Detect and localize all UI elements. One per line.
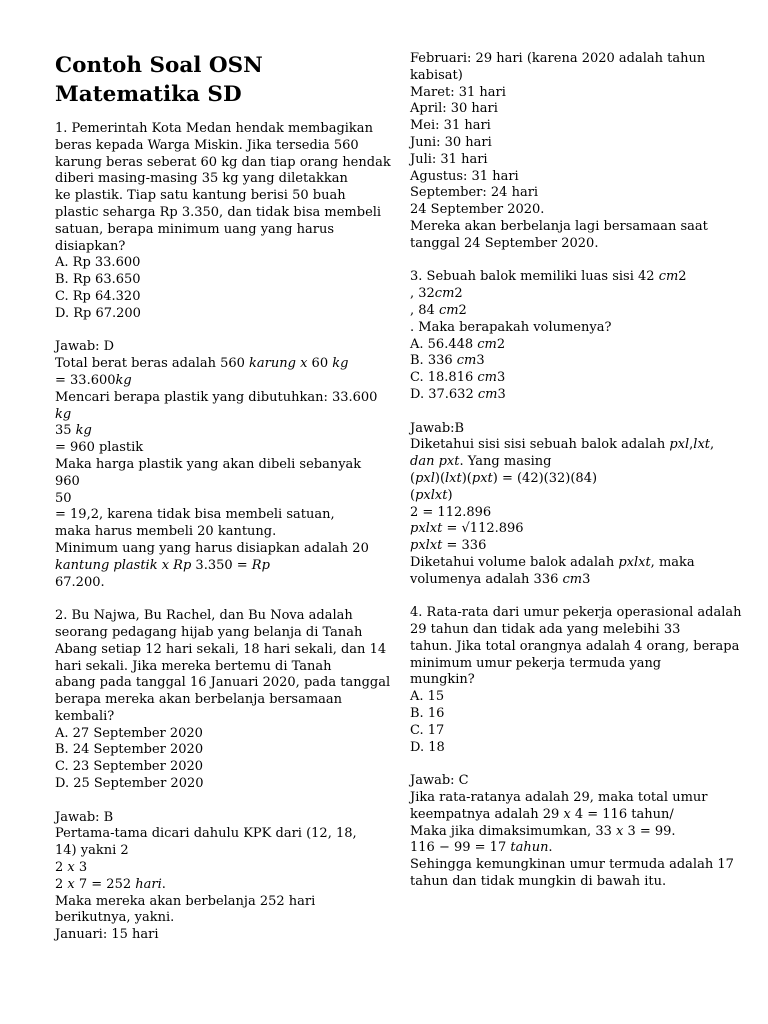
right-text-line: Diketahui volume balok adalah 𝑝𝑥𝑙𝑥𝑡, maka	[410, 554, 695, 570]
left-text-line: Minimum uang yang harus disiapkan adalah 20	[55, 540, 369, 556]
left-text-line: Total berat beras adalah 560 𝑘𝑎𝑟𝑢𝑛𝑔 𝑥 60 𝑘𝑔	[55, 356, 349, 372]
right-text-line: (𝑝𝑥𝑙)(𝑙𝑥𝑡)(𝑝𝑥𝑡) = (42)(32)(84)	[410, 470, 598, 486]
left-text-line: 14) yakni 2	[55, 843, 129, 859]
left-text-line: satuan, berapa minimum uang yang harus	[55, 221, 335, 237]
right-text-line: (𝑝𝑥𝑙𝑥𝑡)	[410, 487, 453, 503]
left-text-line: 67.200.	[55, 574, 105, 590]
left-text-line: 50	[55, 490, 72, 506]
right-text-line: minimum umur pekerja termuda yang	[410, 655, 662, 671]
left-text-line: = 33.600𝑘𝑔	[55, 372, 132, 388]
right-column-top-margin	[410, 0, 722, 51]
left-text-line: 2 𝑥 7 = 252 ℎ𝑎𝑟𝑖.	[55, 876, 166, 892]
right-text-line: mungkin?	[410, 672, 475, 688]
left-text-line: 960	[55, 473, 80, 489]
left-text-line: beras kepada Warga Miskin. Jika tersedia 560	[55, 137, 359, 153]
left-text-line: Maka harga plastik yang akan dibeli sebanyak	[55, 456, 362, 472]
right-blank-line	[410, 404, 722, 421]
left-text-line: kembali?	[55, 708, 115, 724]
right-text-line: Jika rata-ratanya adalah 29, maka total umur	[410, 790, 708, 806]
right-text-line: tahun dan tidak mungkin di bawah itu.	[410, 874, 667, 890]
right-text-line: 29 tahun dan tidak ada yang melebihi 33	[410, 622, 681, 638]
right-column	[410, 0, 742, 891]
left-text-line: D. 25 September 2020	[55, 776, 204, 792]
right-text-line: Maret: 31 hari	[410, 84, 506, 100]
left-text-line: B. 24 September 2020	[55, 742, 204, 758]
right-text-line: 116 − 99 = 17 𝑡𝑎ℎ𝑢𝑛.	[410, 840, 553, 856]
right-text-line: 𝑑𝑎𝑛 𝑝𝑥𝑡. Yang masing	[410, 454, 552, 470]
left-text-body	[55, 121, 391, 944]
right-text-line: C. 17	[410, 722, 445, 738]
left-blank-line	[55, 591, 375, 608]
right-text-line: B. 16	[410, 706, 445, 722]
right-text-line: D. 37.632 𝑐𝑚3	[410, 386, 506, 402]
left-blank-line	[55, 323, 375, 340]
left-text-line: Mencari berapa plastik yang dibutuhkan: 33.600	[55, 389, 378, 405]
left-text-line: maka harus membeli 20 kantung.	[55, 524, 277, 540]
right-blank-line	[410, 756, 722, 773]
right-text-line: keempatnya adalah 29 𝑥 4 = 116 tahun/	[410, 806, 674, 822]
right-text-line: A. 56.448 𝑐𝑚2	[410, 336, 506, 352]
left-text-line: = 19,2, karena tidak bisa membeli satuan,	[55, 507, 335, 523]
title-spacer	[55, 109, 375, 121]
right-text-line: volumenya adalah 336 𝑐𝑚3	[410, 571, 591, 587]
right-text-line: tanggal 24 September 2020.	[410, 235, 599, 251]
right-text-line: D. 18	[410, 739, 445, 755]
left-blank-line	[55, 793, 375, 810]
page-title: Contoh Soal OSN Matematika SD	[55, 53, 263, 107]
left-text-line: Pertama-tama dicari dahulu KPK dari (12, 18,	[55, 826, 357, 842]
left-text-line: C. Rp 64.320	[55, 288, 141, 304]
left-text-line: berikutnya, yakni.	[55, 910, 175, 926]
right-text-line: 2 = 112.896	[410, 504, 492, 520]
right-blank-line	[410, 589, 722, 606]
right-text-line: C. 18.816 𝑐𝑚3	[410, 370, 506, 386]
left-text-line: 2 𝑥 3	[55, 860, 88, 876]
right-text-line: September: 24 hari	[410, 185, 539, 201]
right-text-line: 3. Sebuah balok memiliki luas sisi 42 𝑐𝑚2	[410, 269, 687, 285]
right-text-line: 𝑝𝑥𝑙𝑥𝑡 = √112.896	[410, 521, 524, 537]
right-text-line: Mei: 31 hari	[410, 118, 491, 134]
left-text-line: Jawab: D	[55, 339, 115, 355]
left-column	[55, 0, 391, 944]
right-text-body	[410, 51, 742, 891]
right-text-line: Sehingga kemungkinan umur termuda adalah 17	[410, 857, 734, 873]
left-text-line: A. Rp 33.600	[55, 255, 141, 271]
left-text-line: ke plastik. Tiap satu kantung berisi 50 buah	[55, 188, 346, 204]
right-text-line: 24 September 2020.	[410, 202, 545, 218]
right-text-line: Juli: 31 hari	[410, 151, 488, 167]
right-text-line: Diketahui sisi sisi sebuah balok adalah 𝑝𝑥𝑙,𝑙𝑥𝑡,	[410, 437, 715, 453]
right-text-line: Mereka akan berbelanja lagi bersamaan saat	[410, 218, 708, 234]
right-text-line: Februari: 29 hari (karena 2020 adalah tahun	[410, 51, 706, 66]
right-blank-line	[410, 253, 722, 270]
right-text-line: Maka jika dimaksimumkan, 33 𝑥 3 = 99.	[410, 823, 676, 839]
right-text-line: B. 336 𝑐𝑚3	[410, 353, 485, 369]
left-text-line: seorang pedagang hijab yang belanja di Tanah	[55, 624, 363, 640]
right-text-line: 𝑝𝑥𝑙𝑥𝑡 = 336	[410, 538, 487, 554]
left-text-line: Abang setiap 12 hari sekali, 18 hari sekali, dan 14	[55, 641, 387, 657]
left-text-line: 2. Bu Najwa, Bu Rachel, dan Bu Nova adalah	[55, 608, 353, 624]
left-text-line: A. 27 September 2020	[55, 725, 203, 741]
left-text-line: plastic seharga Rp 3.350, dan tidak bisa membeli	[55, 204, 382, 220]
left-text-line: Januari: 15 hari	[55, 927, 159, 943]
right-text-line: Juni: 30 hari	[410, 134, 492, 150]
right-text-line: Jawab:B	[410, 420, 465, 436]
left-text-line: hari sekali. Jika mereka bertemu di Tanah	[55, 658, 332, 674]
left-text-line: Maka mereka akan berbelanja 252 hari	[55, 893, 316, 909]
left-text-line: = 960 plastik	[55, 440, 144, 456]
left-text-line: 𝑘𝑔	[55, 406, 72, 422]
left-text-line: berapa mereka akan berbelanja bersamaan	[55, 692, 343, 708]
right-text-line: 4. Rata-rata dari umur pekerja operasional adalah	[410, 605, 742, 621]
left-text-line: disiapkan?	[55, 238, 126, 254]
right-text-line: A. 15	[410, 689, 445, 705]
right-text-line: kabisat)	[410, 67, 463, 83]
right-text-line: Agustus: 31 hari	[410, 168, 519, 184]
right-text-line: tahun. Jika total orangnya adalah 4 orang, berapa	[410, 638, 740, 654]
left-text-line: abang pada tanggal 16 Januari 2020, pada tanggal	[55, 675, 391, 691]
left-text-line: 𝑘𝑎𝑛𝑡𝑢𝑛𝑔 𝑝𝑙𝑎𝑠𝑡𝑖𝑘 𝑥 𝑅𝑝 3.350 = 𝑅𝑝	[55, 557, 270, 573]
left-text-line: diberi masing-masing 35 kg yang diletakkan	[55, 171, 348, 187]
right-text-line: , 84 𝑐𝑚2	[410, 302, 467, 318]
right-text-line: Jawab: C	[410, 773, 469, 789]
right-text-line: . Maka berapakah volumenya?	[410, 319, 612, 335]
left-text-line: Jawab: B	[55, 809, 114, 825]
left-text-line: 35 𝑘𝑔	[55, 423, 92, 439]
left-text-line: karung beras seberat 60 kg dan tiap orang hendak	[55, 154, 391, 170]
left-text-line: C. 23 September 2020	[55, 759, 204, 775]
left-text-line: 1. Pemerintah Kota Medan hendak membagikan	[55, 121, 373, 136]
left-text-line: D. Rp 67.200	[55, 305, 141, 321]
right-text-line: April: 30 hari	[410, 101, 498, 117]
right-text-line: , 32𝑐𝑚2	[410, 286, 463, 302]
left-text-line: B. Rp 63.650	[55, 272, 141, 288]
